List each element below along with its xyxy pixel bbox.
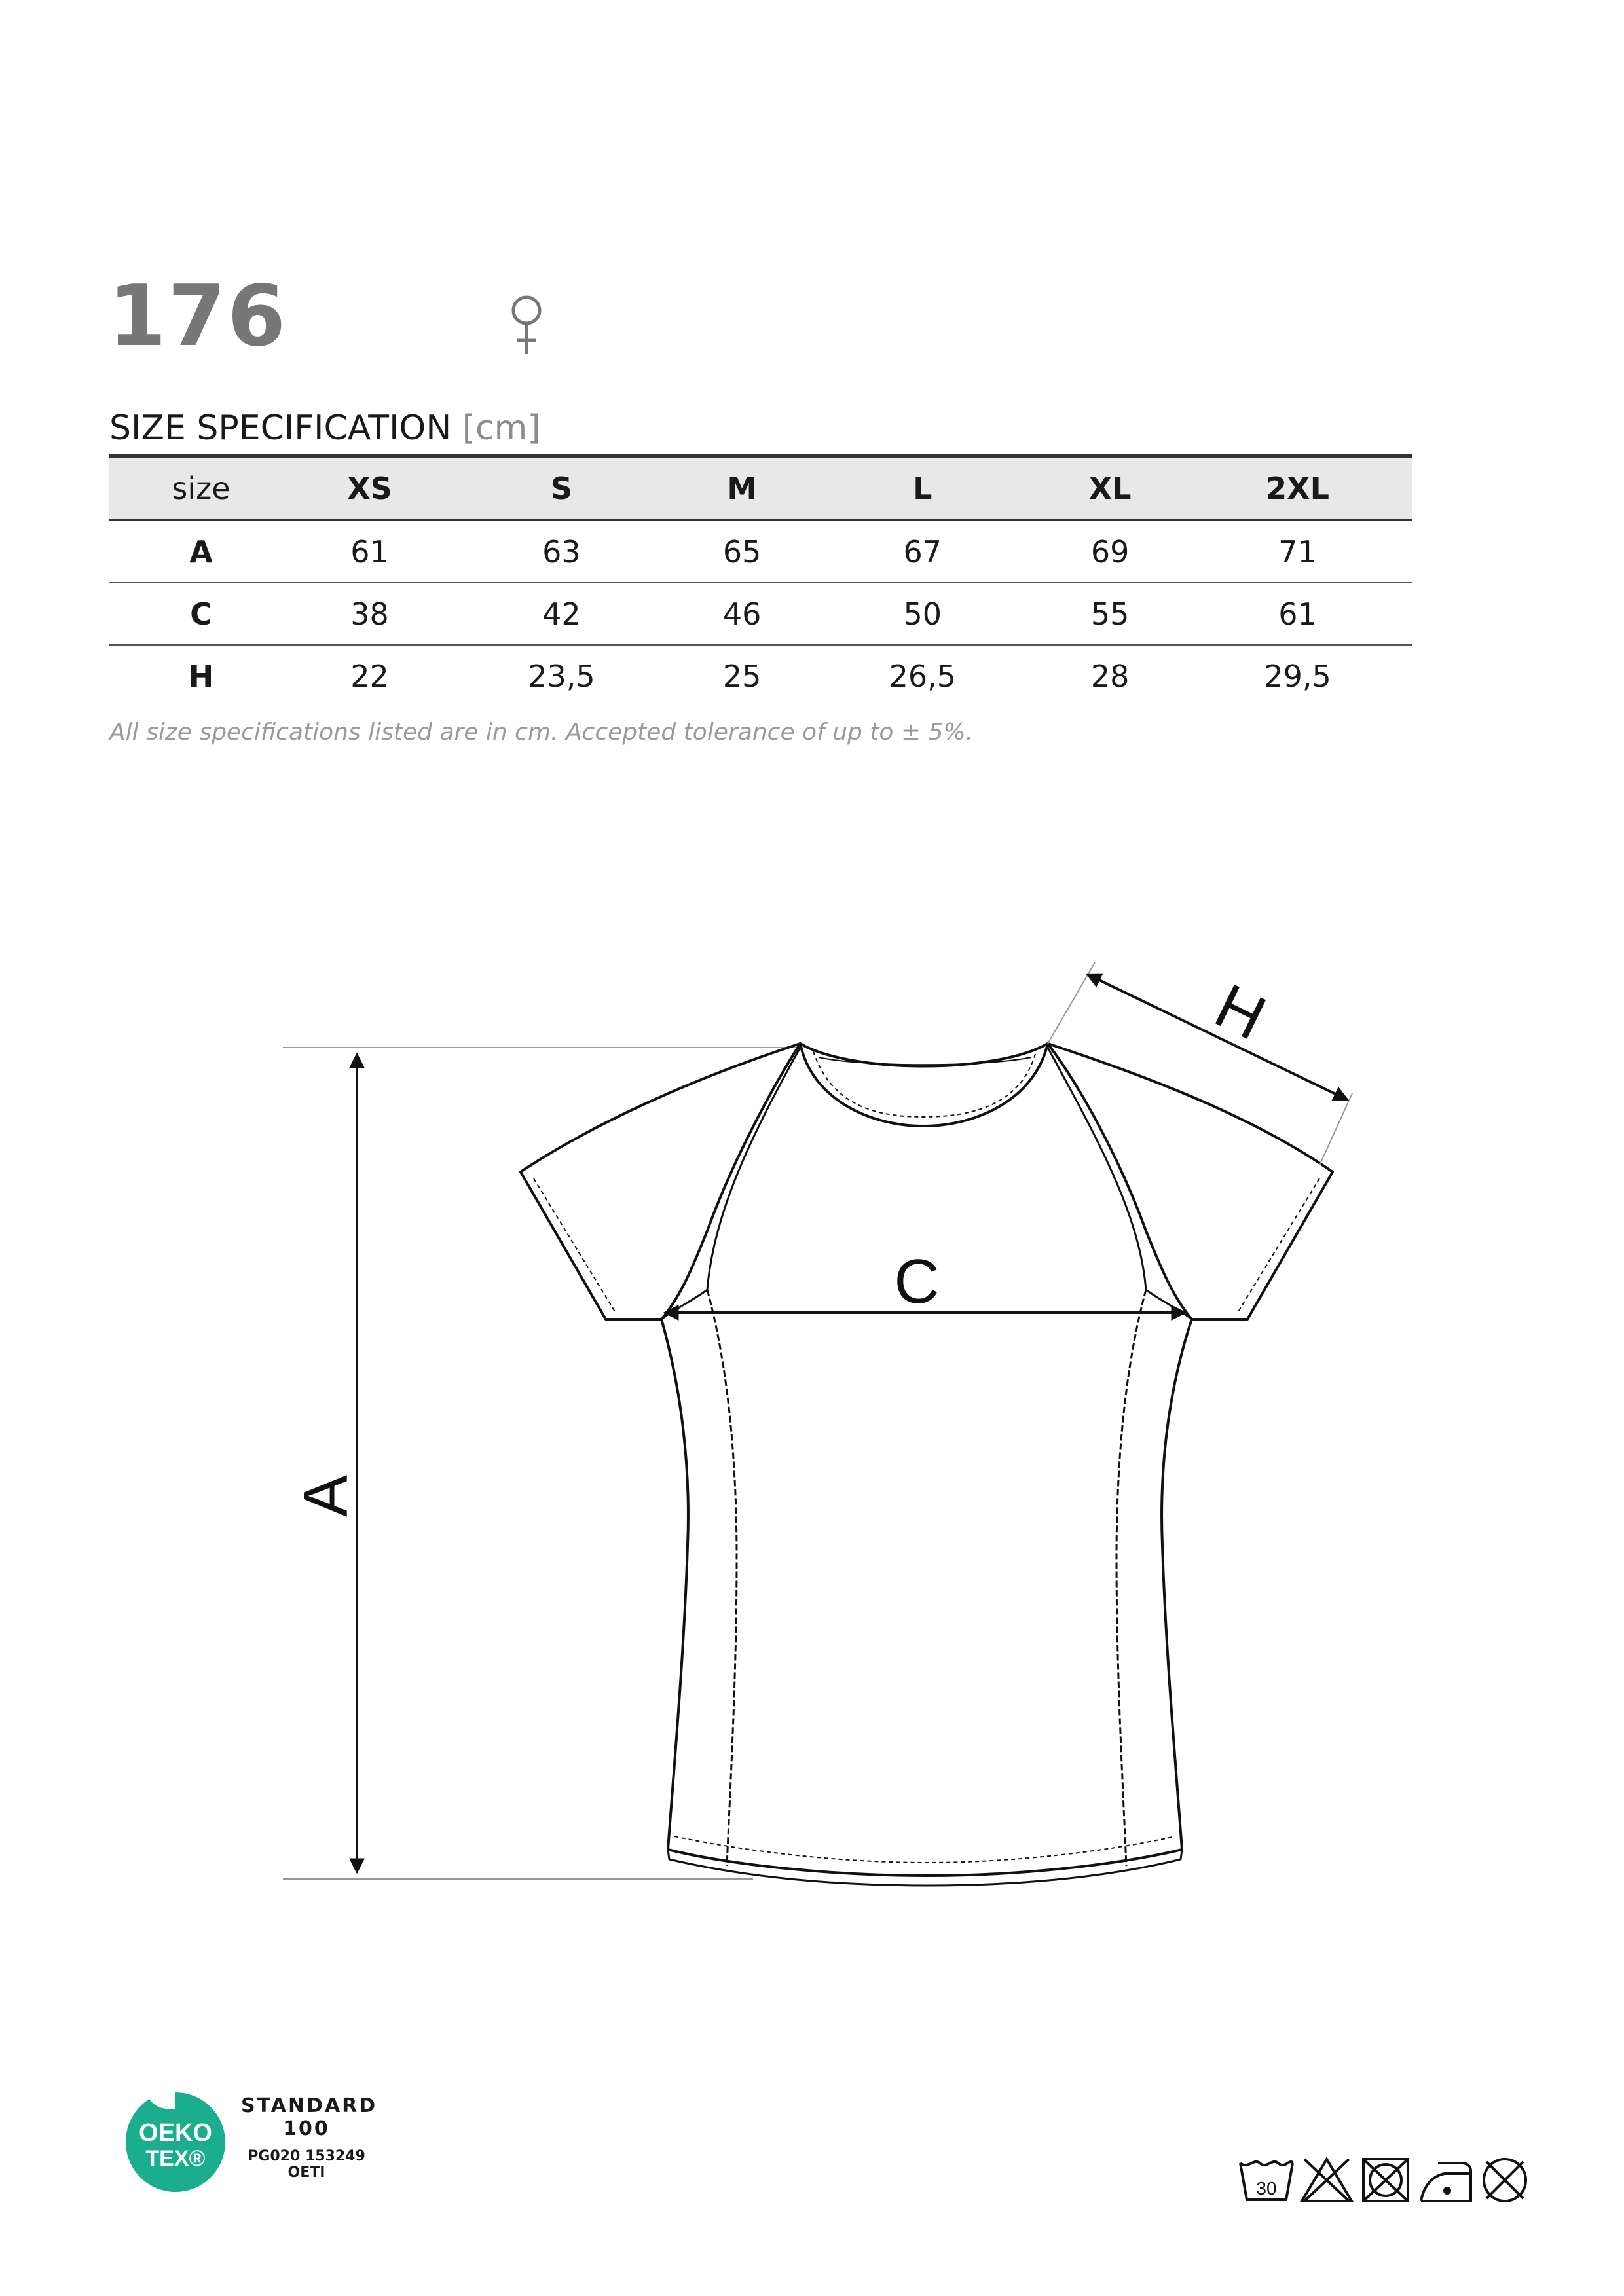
table-cell: 25: [722, 658, 762, 694]
tshirt-outline: [521, 1044, 1333, 1886]
row-label: A: [109, 520, 293, 583]
table-cell: 23,5: [528, 658, 595, 694]
table-cell: 38: [293, 583, 447, 645]
care-symbols: [1238, 2154, 1532, 2206]
product-number: 176: [108, 268, 287, 365]
table-cell: 50: [807, 583, 1037, 645]
tolerance-note: All size specifications listed are in cm. Accepted tolerance of up to ± 5%.: [109, 719, 974, 746]
table-cell: 26,5: [889, 658, 957, 694]
wash-30-icon: [1240, 2162, 1293, 2200]
table-cell: 28: [1090, 658, 1130, 694]
header-cell: S: [447, 456, 676, 520]
oeko-logo-line1: OEKO: [139, 2119, 212, 2147]
oeko-logo-line2: TEX®: [145, 2146, 206, 2171]
table-cell: 61: [293, 520, 447, 583]
table-cell: 55: [1037, 583, 1183, 645]
oeko-tex-text: [241, 2094, 378, 2181]
iron-low-icon: [1421, 2163, 1471, 2201]
dimension-h-label: H: [1204, 970, 1276, 1054]
header-cell: L: [807, 456, 1037, 520]
dimension-c-label: C: [894, 1247, 940, 1317]
table-cell: 71: [1183, 520, 1412, 583]
oeko-standard-number: 100: [283, 2117, 330, 2140]
header-cell: size: [109, 456, 293, 520]
spec-unit: [cm]: [462, 409, 541, 448]
header-cell: XS: [293, 456, 447, 520]
table-cell: 63: [447, 520, 676, 583]
no-tumble-dry-icon: [1363, 2159, 1408, 2201]
table-cell: 67: [807, 520, 1037, 583]
table-cell: 61: [1183, 583, 1412, 645]
oeko-institute: OETI: [287, 2164, 325, 2181]
spec-title-text: SIZE SPECIFICATION: [109, 409, 452, 448]
row-label: H: [188, 658, 214, 694]
no-bleach-icon: [1302, 2159, 1352, 2201]
header-cell: 2XL: [1183, 456, 1412, 520]
table-cell: 29,5: [1264, 658, 1331, 694]
row-label: C: [109, 583, 293, 645]
table-cell: 46: [676, 583, 808, 645]
no-dry-clean-icon: [1484, 2159, 1526, 2201]
oeko-certificate-code: PG020 153249: [248, 2148, 365, 2164]
oeko-standard-label: STANDARD: [241, 2094, 378, 2117]
table-cell: 42: [447, 583, 676, 645]
guide-line-h-right: [1320, 1093, 1352, 1165]
oeko-tex-logo: [123, 2090, 228, 2195]
table-cell: 69: [1037, 520, 1183, 583]
table-cell: 22: [350, 658, 389, 694]
header-cell: XL: [1037, 456, 1183, 520]
table-cell: 65: [676, 520, 808, 583]
dimension-a-label: A: [291, 1474, 361, 1518]
header-cell: M: [676, 456, 808, 520]
wash-temp-label: 30: [1256, 2178, 1277, 2198]
